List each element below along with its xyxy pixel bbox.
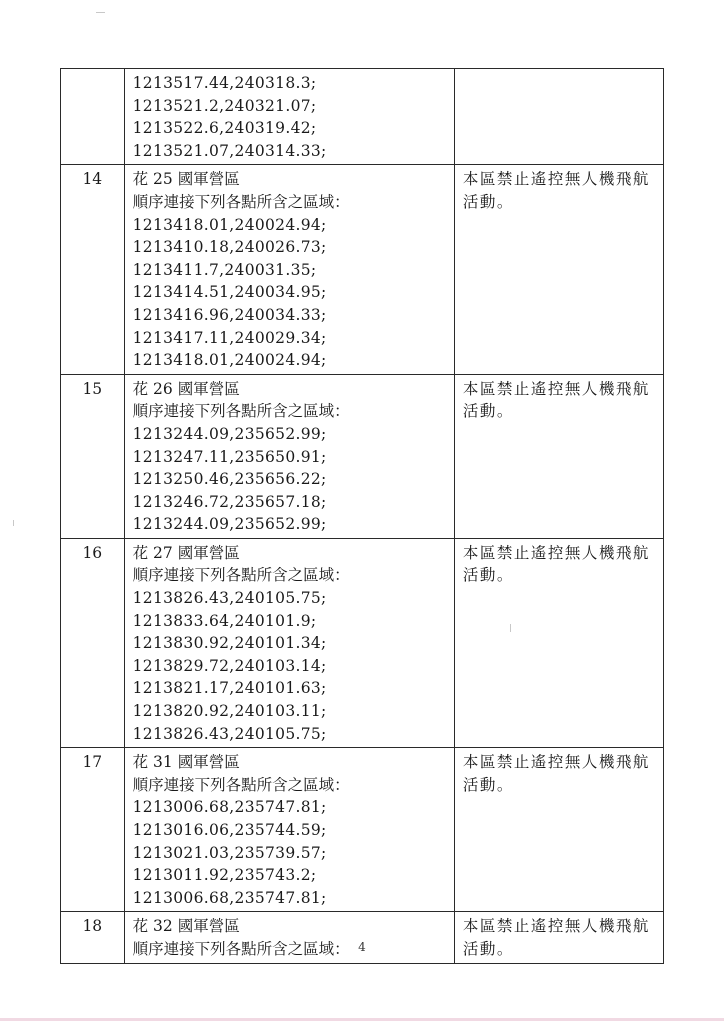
row-number: 18 [82, 917, 103, 936]
table-row [61, 374, 664, 538]
area-title: 花 27 國軍營區 [132, 543, 240, 562]
row-number-cell [61, 748, 125, 912]
area-instruction: 順序連接下列各點所含之區域： [132, 939, 350, 958]
coordinate-line: 1213826.43,240105.75; [132, 589, 327, 608]
area-cell [124, 374, 454, 538]
area-title: 花 31 國軍營區 [132, 753, 240, 772]
row-number: 17 [82, 753, 103, 772]
coordinate-line: 1213829.72,240103.14; [132, 656, 327, 675]
area-cell [124, 69, 454, 165]
coordinate-line: 1213820.92,240103.11; [132, 702, 327, 721]
coordinate-line: 1213517.44,240318.3; [132, 74, 317, 92]
restriction-note: 本區禁止遙控無人機飛航活動。 [462, 379, 650, 421]
restricted-area-table [60, 68, 664, 964]
note-cell [454, 912, 663, 963]
table-row [61, 538, 664, 747]
row-number-cell [61, 374, 125, 538]
table-row [61, 748, 664, 912]
area-cell [124, 912, 454, 963]
coordinate-line: 1213522.6,240319.42; [132, 119, 317, 138]
area-title: 花 32 國軍營區 [132, 917, 240, 936]
coordinate-line: 1213244.09,235652.99; [132, 424, 327, 443]
row-number-cell [61, 165, 125, 374]
row-number: 15 [82, 379, 103, 398]
area-instruction: 順序連接下列各點所含之區域： [132, 402, 350, 421]
note-cell [454, 748, 663, 912]
coordinate-line: 1213521.2,240321.07; [132, 96, 317, 115]
restriction-note: 本區禁止遙控無人機飛航活動。 [462, 753, 650, 794]
coordinate-line: 1213006.68,235747.81; [132, 888, 327, 907]
scan-speck [13, 520, 14, 526]
row-number-cell [61, 538, 125, 747]
coordinate-line: 1213247.11,235650.91; [132, 447, 327, 466]
coordinate-line: 1213006.68,235747.81; [132, 798, 327, 817]
restriction-note: 本區禁止遙控無人機飛航活動。 [462, 917, 650, 958]
restriction-note: 本區禁止遙控無人機飛航活動。 [462, 170, 650, 211]
coordinate-line: 1213246.72,235657.18; [132, 492, 327, 511]
coordinate-line: 1213417.11,240029.34; [132, 328, 327, 347]
coordinate-line: 1213830.92,240101.34; [132, 634, 327, 653]
scan-speck [96, 12, 105, 13]
coordinate-line: 1213416.96,240034.33; [132, 305, 327, 324]
area-cell [124, 748, 454, 912]
area-title: 花 25 國軍營區 [132, 170, 240, 189]
coordinate-line: 1213021.03,235739.57; [132, 843, 327, 862]
page-number: 4 [358, 940, 366, 954]
coordinate-line: 1213244.09,235652.99; [132, 515, 327, 534]
note-cell [454, 69, 663, 165]
area-title: 花 26 國軍營區 [132, 379, 240, 398]
coordinate-line: 1213833.64,240101.9; [132, 611, 317, 630]
coordinate-line: 1213011.92,235743.2; [132, 866, 317, 885]
coordinate-line: 1213821.17,240101.63; [132, 679, 327, 698]
table-row [61, 165, 664, 374]
coordinate-line: 1213411.7,240031.35; [132, 260, 317, 279]
row-number: 14 [82, 170, 103, 189]
coordinate-line: 1213418.01,240024.94; [132, 351, 327, 370]
row-number-cell [61, 69, 125, 165]
scan-edge [0, 1018, 724, 1021]
coordinate-line: 1213016.06,235744.59; [132, 821, 327, 839]
area-cell [124, 538, 454, 747]
table-body [61, 69, 664, 964]
note-cell [454, 538, 663, 747]
coordinate-line: 1213418.01,240024.94; [132, 215, 327, 234]
table-row [61, 912, 664, 963]
row-number-cell [61, 912, 125, 963]
coordinate-line: 1213250.46,235656.22; [132, 470, 327, 489]
coordinate-line: 1213414.51,240034.95; [132, 283, 327, 302]
note-cell [454, 165, 663, 374]
area-instruction: 順序連接下列各點所含之區域： [132, 775, 350, 794]
table-row [61, 69, 664, 165]
note-cell [454, 374, 663, 538]
coordinate-line: 1213826.43,240105.75; [132, 724, 327, 743]
area-cell [124, 165, 454, 374]
area-instruction: 順序連接下列各點所含之區域： [132, 192, 350, 211]
row-number: 16 [82, 543, 103, 562]
area-instruction: 順序連接下列各點所含之區域： [132, 566, 350, 585]
coordinate-line: 1213521.07,240314.33; [132, 141, 327, 160]
restriction-note: 本區禁止遙控無人機飛航活動。 [462, 543, 650, 585]
coordinate-line: 1213410.18,240026.73; [132, 238, 327, 257]
